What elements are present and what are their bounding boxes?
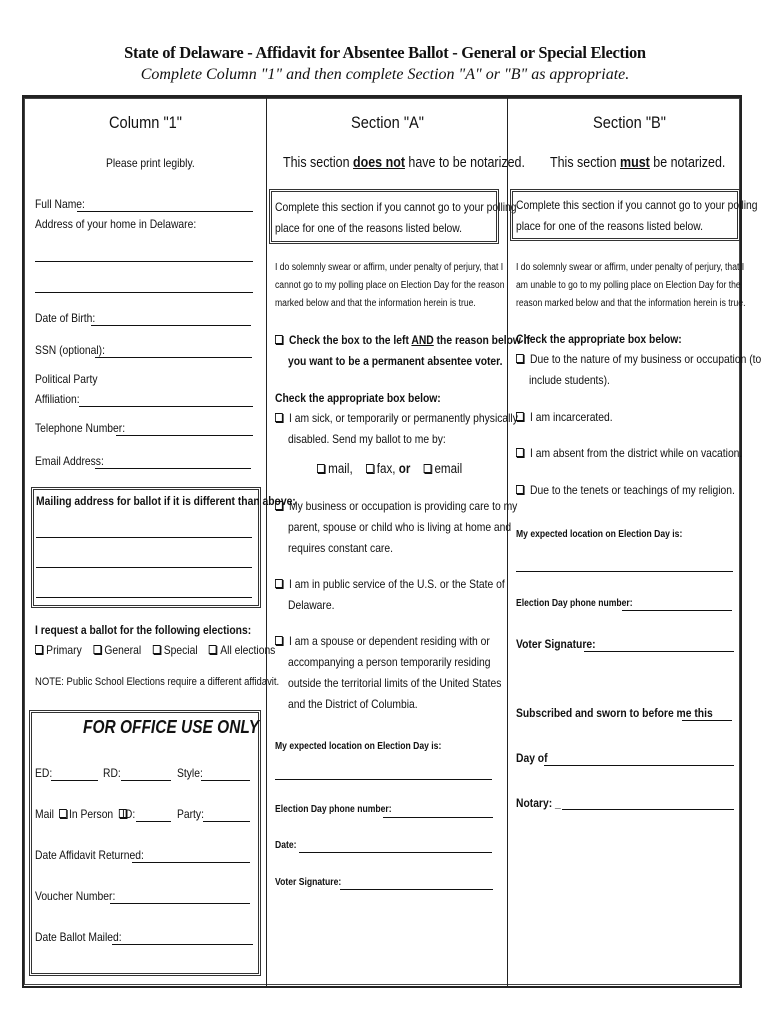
subscribed-label: Subscribed and sworn to before me this: [516, 706, 713, 720]
in-person-checkbox[interactable]: In Person: [69, 807, 140, 821]
by-mail-checkbox[interactable]: mail,: [317, 461, 353, 476]
mailing-line-2[interactable]: [36, 567, 252, 568]
subscribed-line[interactable]: [682, 720, 732, 721]
form-title: State of Delaware - Affidavit for Absentee Ballot - General or Special Election: [124, 43, 646, 62]
election-options: [35, 643, 314, 657]
address-line-1[interactable]: [35, 261, 253, 262]
date-returned-line[interactable]: [132, 862, 250, 863]
public-service-text-2: Delaware.: [288, 598, 335, 612]
full-name-label: Full Name:: [35, 197, 85, 211]
section-b-oath-1: I do solemnly swear or affirm, under penalty of perjury, that I: [516, 262, 745, 273]
section-a-heading: Section "A": [351, 113, 424, 132]
section-a-instruction-1: Complete this section if you cannot go to your polling: [275, 200, 517, 214]
print-note: Please print legibly.: [106, 156, 195, 170]
checkbox-icon: [366, 464, 374, 473]
section-a-instruction-2: place for one of the reasons listed below.: [275, 221, 463, 235]
dob-label: Date of Birth:: [35, 311, 96, 325]
date-mailed-line[interactable]: [112, 944, 253, 945]
checkbox-icon: [516, 448, 524, 457]
section-a-instruction-box: [269, 189, 499, 244]
section-a-notarize-note: This section does not have to be notarized.: [283, 155, 525, 171]
section-b-notarize-note: This section must be notarized.: [550, 155, 726, 171]
party-line[interactable]: [79, 406, 253, 407]
checkbox-icon: [275, 636, 283, 645]
section-a-check-heading: Check the appropriate box below:: [275, 391, 441, 405]
section-a-location-label: My expected location on Election Day is:: [275, 741, 442, 752]
id-line[interactable]: [136, 821, 171, 822]
section-b-oath-2: am unable to go to my polling place on Election Day for the: [516, 280, 741, 291]
section-b-oath-3: reason marked below and that the information herein is true.: [516, 298, 746, 309]
mailing-label: Mailing address for ballot if it is different than above:: [36, 494, 296, 508]
general-checkbox[interactable]: General: [93, 643, 141, 657]
mailing-line-3[interactable]: [36, 597, 252, 598]
incarcerated-checkbox[interactable]: I am incarcerated.: [516, 410, 628, 424]
full-name-line[interactable]: [77, 211, 253, 212]
section-b-check-heading: Check the appropriate box below:: [516, 332, 682, 346]
delivery-options: [317, 461, 486, 476]
party-label-1: Political Party: [35, 372, 98, 386]
checkbox-icon: [317, 464, 325, 473]
party-office-label: Party:: [177, 807, 204, 821]
section-a-phone-line[interactable]: [383, 817, 493, 818]
spouse-text-2: accompanying a person temporarily residing: [288, 655, 491, 669]
day-of-label: Day of: [516, 751, 548, 765]
by-fax-checkbox[interactable]: fax, or: [366, 461, 411, 476]
ssn-line[interactable]: [95, 357, 252, 358]
ssn-label: SSN (optional):: [35, 343, 105, 357]
address-line-2[interactable]: [35, 292, 253, 293]
care-text-3: requires constant care.: [288, 541, 393, 555]
column-divider-2: [507, 98, 508, 986]
address-label: Address of your home in Delaware:: [35, 217, 197, 231]
telephone-line[interactable]: [116, 435, 253, 436]
permanent-voter-text: you want to be a permanent absentee voter.: [288, 354, 503, 368]
checkbox-icon: [275, 579, 283, 588]
mail-checkbox[interactable]: Mail: [35, 807, 76, 821]
notary-line[interactable]: [562, 809, 734, 810]
form-subtitle: Complete Column "1" and then complete Section "A" or "B" as appropriate.: [140, 66, 630, 83]
permanent-voter-checkbox[interactable]: Check the box to the left AND the reason below if: [275, 333, 572, 347]
checkbox-icon: [35, 645, 43, 654]
email-label: Email Address:: [35, 454, 104, 468]
request-label: I request a ballot for the following elections:: [35, 623, 252, 637]
checkbox-icon: [275, 335, 283, 344]
public-school-note: NOTE: Public School Elections require a different affidavit.: [35, 676, 280, 688]
section-b-instruction-box: [510, 189, 740, 241]
checkbox-icon: [516, 412, 524, 421]
spouse-text-4: and the District of Columbia.: [288, 697, 418, 711]
mailing-line-1[interactable]: [36, 537, 252, 538]
day-of-line[interactable]: [544, 765, 734, 766]
public-service-checkbox[interactable]: I am in public service of the U.S. or the State of: [275, 577, 542, 591]
checkbox-icon: [516, 354, 524, 363]
checkbox-icon: [209, 645, 217, 654]
section-a-date-label: Date:: [275, 840, 297, 851]
checkbox-icon: [93, 645, 101, 654]
sick-text-2: disabled. Send my ballot to me by:: [288, 432, 446, 446]
checkbox-icon: [59, 809, 67, 818]
date-mailed-label: Date Ballot Mailed:: [35, 930, 122, 944]
primary-checkbox[interactable]: Primary: [35, 643, 82, 657]
special-checkbox[interactable]: Special: [153, 643, 198, 657]
ed-label: ED:: [35, 766, 53, 780]
by-email-checkbox[interactable]: email: [423, 461, 462, 476]
office-use-heading: FOR OFFICE USE ONLY: [83, 717, 260, 737]
checkbox-icon: [275, 413, 283, 422]
section-a-oath-3: marked below and that the information herein is true.: [275, 298, 476, 309]
section-b-heading: Section "B": [593, 113, 666, 132]
section-b-phone-line[interactable]: [622, 610, 732, 611]
id-label: ID:: [122, 807, 136, 821]
dob-line[interactable]: [91, 325, 251, 326]
rd-label: RD:: [103, 766, 121, 780]
section-a-signature-label: Voter Signature:: [275, 877, 342, 888]
style-line[interactable]: [201, 780, 250, 781]
section-a-signature-line[interactable]: [340, 889, 493, 890]
section-a-oath-1: I do solemnly swear or affirm, under penalty of perjury, that I: [275, 262, 504, 273]
section-b-location-label: My expected location on Election Day is:: [516, 529, 683, 540]
care-checkbox[interactable]: My business or occupation is providing care to my: [275, 499, 557, 513]
section-a-phone-label: Election Day phone number:: [275, 804, 392, 815]
telephone-label: Telephone Number:: [35, 421, 126, 435]
checkbox-icon: [516, 485, 524, 494]
business-checkbox[interactable]: Due to the nature of my business or occupation (to: [516, 352, 770, 366]
section-a-date-line[interactable]: [299, 852, 492, 853]
section-b-location-line[interactable]: [516, 571, 733, 572]
section-b-instruction-1: Complete this section if you cannot go to your polling: [516, 198, 758, 212]
section-b-signature-label: Voter Signature:: [516, 637, 596, 651]
section-a-oath-2: cannot go to my polling place on Election Day for the reason: [275, 280, 505, 291]
rd-line[interactable]: [121, 780, 171, 781]
section-b-phone-label: Election Day phone number:: [516, 598, 633, 609]
column-1-heading: Column "1": [109, 113, 182, 132]
voucher-label: Voucher Number:: [35, 889, 116, 903]
style-label: Style:: [177, 766, 203, 780]
notary-label: Notary: _: [516, 796, 561, 810]
spouse-text-3: outside the territorial limits of the United States: [288, 676, 502, 690]
spouse-checkbox[interactable]: I am a spouse or dependent residing with or: [275, 634, 525, 648]
ed-line[interactable]: [51, 780, 98, 781]
care-text-2: parent, spouse or child who is living at home and: [288, 520, 512, 534]
voucher-line[interactable]: [110, 903, 250, 904]
business-text-2: include students).: [529, 373, 610, 387]
section-b-signature-line[interactable]: [584, 651, 734, 652]
email-line[interactable]: [95, 468, 251, 469]
section-a-location-line[interactable]: [275, 779, 492, 780]
section-b-instruction-2: place for one of the reasons listed below.: [516, 219, 704, 233]
all-elections-checkbox[interactable]: All elections: [209, 643, 275, 657]
checkbox-icon: [423, 464, 431, 473]
vacation-checkbox[interactable]: I am absent from the district while on vacation.: [516, 446, 770, 460]
date-returned-label: Date Affidavit Returned:: [35, 848, 144, 862]
sick-checkbox[interactable]: I am sick, or temporarily or permanently physically: [275, 411, 557, 425]
party-label-2: Affiliation:: [35, 392, 80, 406]
religion-checkbox[interactable]: Due to the tenets or teachings of my religion.: [516, 483, 770, 497]
checkbox-icon: [275, 501, 283, 510]
checkbox-icon: [153, 645, 161, 654]
column-divider-1: [266, 98, 267, 986]
party-office-line[interactable]: [203, 821, 250, 822]
